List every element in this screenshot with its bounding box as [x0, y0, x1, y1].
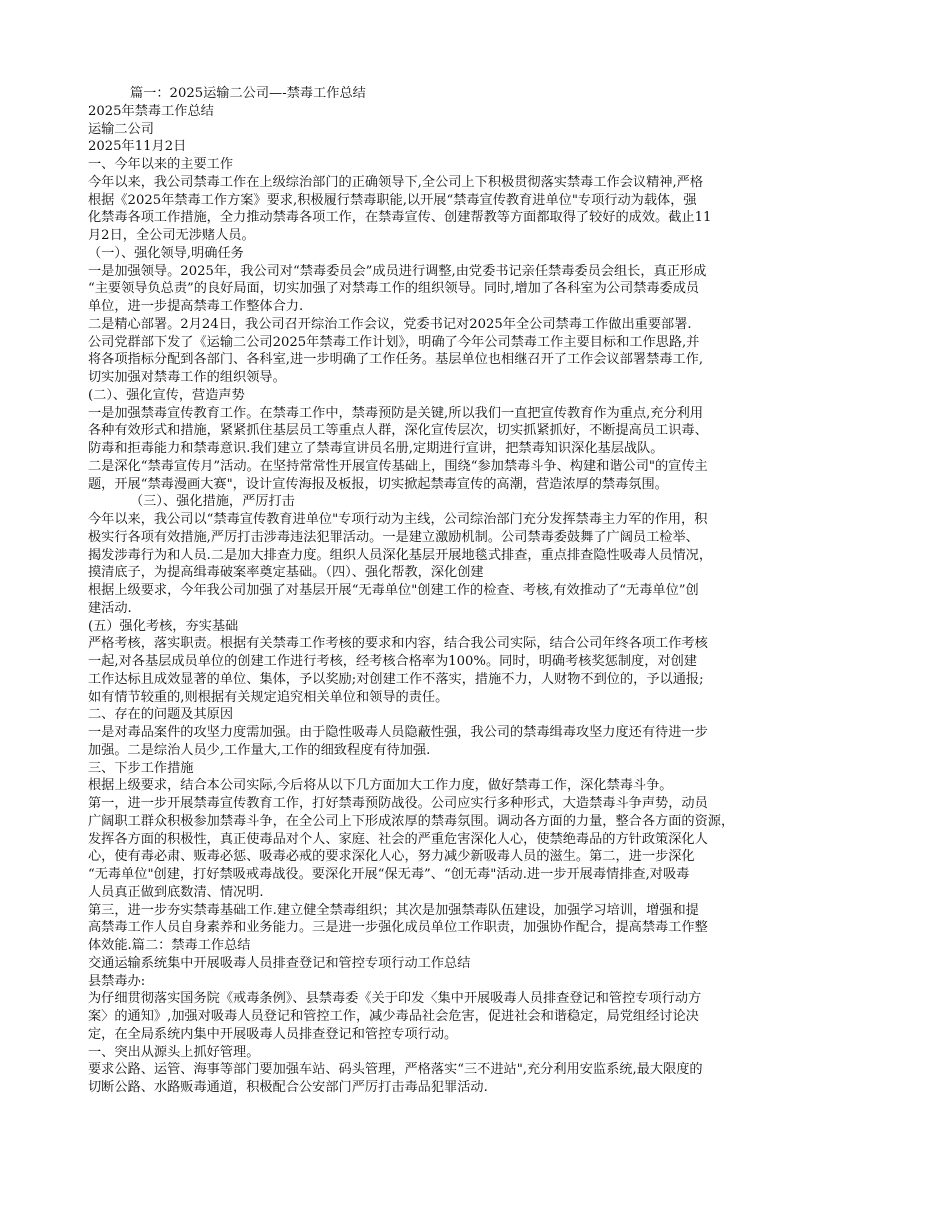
text-line: 二、存在的问题及其原因 — [88, 707, 234, 723]
text-line: 第三，进一步夯实禁毒基础工作.建立健全禁毒组织；其次是加强禁毒队伍建设，加强学习培训，增强和提 — [88, 902, 699, 918]
text-line: 一、今年以来的主要工作 — [88, 157, 234, 172]
text-line: 高禁毒工作人员自身素养和业务能力。三是进一步强化成员单位工作职责，加强协作配合，提高禁毒工作整 — [88, 920, 708, 936]
text-line: (二）、强化宣传，营造声势 — [88, 387, 245, 403]
text-line: 今年以来，我公司禁毒工作在上级综治部门的正确领导下,全公司上下积极贯彻落实禁毒工作会议精神,严格 — [88, 174, 704, 190]
text-line: 为仔细贯彻落实国务院《戒毒条例》、县禁毒委《关于印发〈集中开展吸毒人员排查登记和管控专项行动方 — [88, 991, 702, 1007]
text-line: 极实行各项有效措施,严厉打击涉毒违法犯罪活动。一是建立激励机制。公司禁毒委鼓舞了广阔员工检举、 — [88, 529, 699, 545]
text-line: 心，使有毒必肃、贩毒必惩、吸毒必戒的要求深化人心，努力减少新吸毒人员的滋生。第二，进一步深化 — [88, 849, 695, 865]
text-line: 要求公路、运管、海事等部门要加强车站、码头管理，严格落实“三不进站",充分利用安监系统,最大限度的 — [88, 1062, 703, 1078]
text-line: （一）、强化领导,明确任务 — [88, 245, 244, 261]
text-line: 案〉的通知》,加强对吸毒人员登记和管控工作，减少毒品社会危害，促进社会和谐稳定，局党组经讨论决 — [88, 1009, 699, 1024]
text-line: 根据《2025年禁毒工作方案》要求,积极履行禁毒职能,以开展“禁毒宣传教育进单位"专项行动为载体，强 — [88, 192, 697, 208]
text-line: 发挥各方面的积极性，真正使毒品对个人、家庭、社会的严重危害深化人心，使禁绝毒品的方针政策深化人 — [88, 831, 708, 847]
text-line: 定，在全局系统内集中开展吸毒人员排查登记和管控专项行动。 — [88, 1026, 458, 1042]
text-line: 2025年11月2日 — [88, 139, 187, 155]
text-line: 第一，进一步开展禁毒宣传教育工作，打好禁毒预防战役。公司应实行多种形式，大造禁毒斗争声势，动员 — [88, 796, 708, 811]
text-line: “主要领导负总责”的良好局面，切实加强了对禁毒工作的组织领导。同时,增加了各科室为公司禁毒委成员 — [88, 281, 700, 297]
text-line: 2025年禁毒工作总结 — [88, 103, 214, 119]
text-line: 一是对毒品案件的攻坚力度需加强。由于隐性吸毒人员隐蔽性强，我公司的禁毒缉毒攻坚力度还有待进一步 — [88, 725, 708, 740]
text-line: 交通运输系统集中开展吸毒人员排查登记和管控专项行动工作总结 — [88, 955, 471, 971]
text-line: 一是加强领导。2025年，我公司对“禁毒委员会”成员进行调整,由党委书记亲任禁毒委员会组长，真正形成 — [88, 263, 707, 279]
text-line: 三、下步工作措施 — [88, 760, 194, 776]
text-line: (五）强化考核，夯实基础 — [88, 618, 239, 634]
text-line: 题，开展“禁毒漫画大赛"，设计宣传海报及板报，切实掀起禁毒宣传的高潮，营造浓厚的禁毒氛围。 — [88, 476, 668, 492]
text-line: 将各项指标分配到各部门、各科室,进一步明确了工作任务。基层单位也相继召开了工作会议部署禁毒工作, — [88, 352, 704, 368]
text-line: 二是精心部署。2月24日，我公司召开综治工作会议，党委书记对2025年全公司禁毒工作做出重要部署. — [88, 316, 692, 332]
text-line: 切实加强对禁毒工作的组织领导。 — [88, 370, 286, 385]
text-line: 根据上级要求，今年我公司加强了对基层开展“无毒单位"创建工作的检查、考核,有效推动了“无毒单位”创 — [88, 583, 699, 598]
text-line: （三）、强化措施，严厉打击 — [130, 494, 295, 510]
text-line: 化禁毒各项工作措施，全力推动禁毒各项工作，在禁毒宣传、创建帮教等方面都取得了较好的成效。截止11 — [88, 210, 712, 226]
text-line: 运输二公司 — [88, 121, 154, 137]
text-line: 防毒和拒毒能力和禁毒意识.我们建立了禁毒宣讲员名册,定期进行宣讲，把禁毒知识深化基层战队。 — [88, 441, 664, 456]
text-line: 建活动. — [88, 600, 132, 616]
text-line: 一是加强禁毒宣传教育工作。在禁毒工作中，禁毒预防是关键,所以我们一直把宣传教育作为重点,充分利用 — [88, 405, 704, 421]
text-line: 各种有效形式和措施，紧紧抓住基层员工等重点人群，深化宣传层次，切实抓紧抓好，不断提高员工识毒、 — [88, 423, 708, 439]
text-line: 单位，进一步提高禁毒工作整体合力. — [88, 299, 304, 314]
text-line: 严格考核，落实职责。根据有关禁毒工作考核的要求和内容，结合我公司实际，结合公司年终各项工作考核 — [88, 636, 708, 652]
text-line: 体效能.篇二：禁毒工作总结 — [88, 938, 251, 953]
text-line: 广阔职工群众积极参加禁毒斗争，在全公司上下形成浓厚的禁毒氛围。调动各方面的力量，整合各方面的资源， — [88, 813, 735, 829]
text-line: 县禁毒办: — [88, 973, 146, 989]
text-line: 一起,对各基层成员单位的创建工作进行考核，经考核合格率为100%。同时，明确考核奖惩制度，对创建 — [88, 654, 697, 669]
text-line: 加强。二是综治人员少,工作量大,工作的细致程度有待加强. — [88, 742, 431, 758]
document-body — [88, 85, 866, 1097]
text-line: 摸清底子，为提高缉毒破案率奠定基础。（四）、强化帮教，深化创建 — [88, 565, 484, 581]
text-line: 工作达标且成效显著的单位、集体，予以奖励;对创建工作不落实，措施不力，人财物不到位的，予以通报; — [88, 671, 704, 687]
text-line: 如有情节较重的,则根据有关规定追究相关单位和领导的责任。 — [88, 689, 449, 705]
text-line: 切断公路、水路贩毒通道，积极配合公安部门严厉打击毒品犯罪活动. — [88, 1080, 488, 1095]
document-title: 篇一：2025运输二公司—-禁毒工作总结 — [130, 86, 366, 101]
text-line: 二是深化“禁毒宣传月”活动。在坚持常常性开展宣传基础上，围绕“参加禁毒斗争、构建和谐公司"的宣传主 — [88, 458, 708, 474]
text-line: 根据上级要求，结合本公司实际,今后将从以下几方面加大工作力度，做好禁毒工作，深化禁毒斗争。 — [88, 778, 673, 794]
text-line: 月2日，全公司无涉赌人员。 — [88, 228, 255, 243]
text-line: “无毒单位"创建，打好禁吸戒毒战役。要深化开展“保无毒”、“创无毒"活动.进一步开展毒情排查,对吸毒 — [88, 867, 690, 882]
text-line: 一、突出从源头上抓好管理。 — [88, 1044, 260, 1060]
text-line: 今年以来，我公司以“禁毒宣传教育进单位"专项行动为主线，公司综治部门充分发挥禁毒主力军的作用，积 — [88, 512, 708, 527]
text-line: 人员真正做到底数清、情况明. — [88, 884, 264, 900]
text-line: 揭发涉毒行为和人员.二是加大排查力度。组织人员深化基层开展地毯式排查，重点排查隐性吸毒人员情况， — [88, 547, 713, 563]
text-line: 公司党群部下发了《运输二公司2025年禁毒工作计划》，明确了今年公司禁毒工作主要目标和工作思路,并 — [88, 334, 700, 350]
